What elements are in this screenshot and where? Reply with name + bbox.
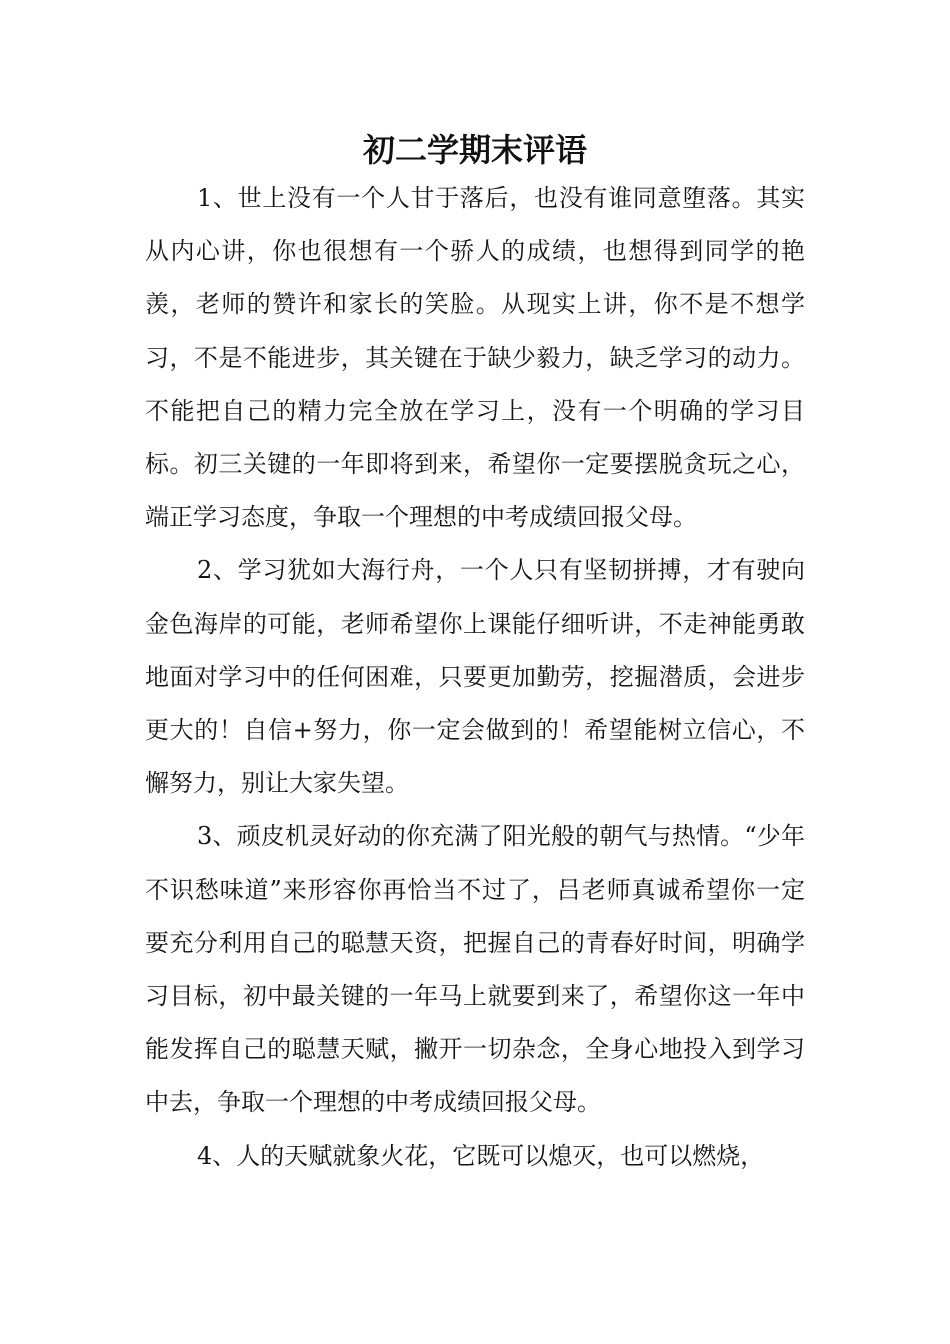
paragraph-3: 3、顽皮机灵好动的你充满了阳光般的朝气与热情。“少年不识愁味道”来形容你再恰当不过了，吕老师真诚希望你一定要充分利用自己的聪慧天资，把握自己的青春好时间，明确学习目标，初中最关键的一年马上就要到来了，希望你这一年中能发挥自己的聪慧天赋，撇开一切杂念，全身心地投入到学习中去，争取一个理想的中考成绩回报父母。	[145, 822, 805, 1117]
paragraph-4: 4、人的天赋就象火花，它既可以熄灭，也可以燃烧，	[197, 1141, 765, 1170]
document-title: 初二学期末评语	[362, 131, 587, 169]
paragraph-1: 1、世上没有一个人甘于落后，也没有谁同意堕落。其实从内心讲，你也很想有一个骄人的成绩，也想得到同学的艳羡，老师的赞许和家长的笑脸。从现实上讲，你不是不想学习，不是不能进步，其关键在于缺少毅力，缺乏学习的动力。不能把自己的精力完全放在学习上，没有一个明确的学习目标。初三关键的一年即将到来，希望你一定要摆脱贪玩之心，端正学习态度，争取一个理想的中考成绩回报父母。	[145, 184, 805, 532]
document-body	[145, 172, 805, 1183]
paragraph-2: 2、学习犹如大海行舟，一个人只有坚韧拼搏，才有驶向金色海岸的可能，老师希望你上课能仔细听讲，不走神能勇敢地面对学习中的任何困难，只要更加勤劳，挖掘潜质，会进步更大的！自信+努力，你一定会做到的！希望能树立信心，不懈努力，别让大家失望。	[145, 556, 805, 798]
